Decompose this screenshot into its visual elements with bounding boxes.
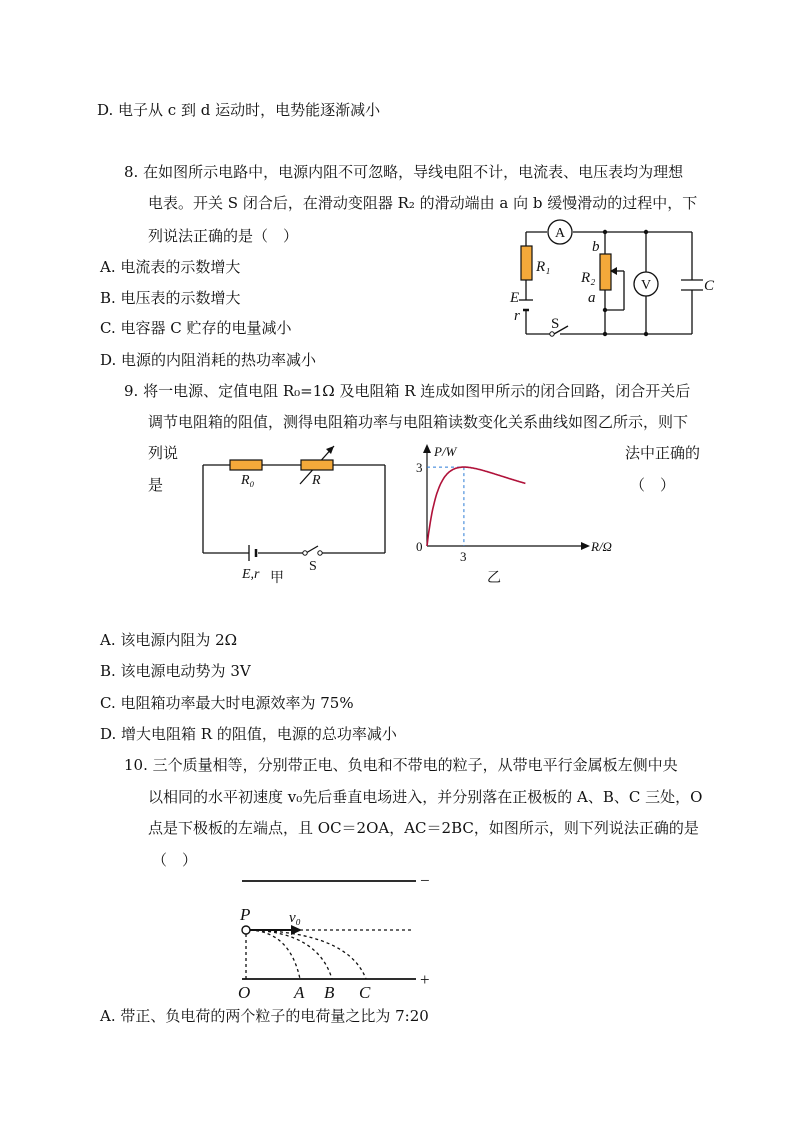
q9-option-c: C. 电阻箱功率最大时电源效率为 75% [100,694,354,712]
r0-label: R₀ [241,473,255,488]
q10-stem-line4: （ ） [152,851,198,869]
r-label: R [312,473,321,488]
s-label: S [309,559,317,574]
a-label: a [588,290,596,306]
q8-option-a: A. 电流表的示数增大 [100,258,241,276]
q8-stem-line3: 列说法正确的是（ ） [148,227,299,245]
q9-option-d: D. 增大电阻箱 R 的阻值，电源的总功率减小 [100,725,397,743]
internal-r-label: r [514,308,520,324]
a-label: A [294,983,305,1002]
voltmeter-label: V [640,278,652,293]
r1-label: R₁ [536,259,551,275]
x-axis-label: R/Ω [591,539,612,554]
r2-label: R₂ [581,270,596,286]
minus-sign: − [420,871,430,890]
q9-stem-line3b: 是 [148,476,164,494]
b-label: b [592,239,600,255]
q8-option-c: C. 电容器 C 贮存的电量减小 [100,319,292,337]
caption-jia: 甲 [270,571,284,586]
origin-label: 0 [416,539,423,554]
v0-label: v₀ [289,910,301,926]
emf-label: E [510,290,520,306]
y-tick-3: 3 [416,460,423,475]
q10-stem-line1: 10. 三个质量相等，分别带正电、负电和不带电的粒子，从带电平行金属板左侧中央 [124,756,678,774]
q8-stem-line1: 8. 在如图所示电路中，电源内阻不可忽略，导线电阻不计，电流表、电压表均为理想 [124,163,684,181]
point-p [242,926,250,934]
trajectory-c [250,930,366,979]
caption-yi: 乙 [487,571,501,586]
velocity-arrow-icon [291,925,302,935]
o-label: O [238,983,251,1002]
q8-stem-line2: 电表。开关 S 闭合后，在滑动变阻器 R₂ 的滑动端由 a 向 b 缓慢滑动的过程中，下 [148,194,698,212]
q9-stem-line2: 调节电阻箱的阻值，测得电阻箱功率与电阻箱读数变化关系曲线如图乙所示，则下 [148,413,689,431]
q10-stem-line3: 点是下极板的左端点，且 OC＝2OA，AC＝2BC，如图所示，则下列说法正确的是 [148,819,699,837]
q9-option-a: A. 该电源内阻为 2Ω [100,631,238,649]
b-label: B [324,983,335,1002]
q7-option-d: D. 电子从 c 到 d 运动时，电势能逐渐减小 [97,101,381,119]
q9-stem-line3d: （ ） [630,476,676,494]
p-label: P [240,905,251,924]
q9-stem-line3a: 列说 [148,444,179,462]
x-tick-3: 3 [460,549,467,564]
ammeter-label: A [554,226,566,241]
q10-stem-line2: 以相同的水平初速度 v₀先后垂直电场进入，并分别落在正极板的 A、B、C 三处，O [148,788,703,806]
q9-option-b: B. 该电源电动势为 3V [100,662,251,680]
c-label: C [359,983,371,1002]
q8-option-d: D. 电源的内阻消耗的热功率减小 [100,351,317,369]
switch-label: S [551,316,560,332]
plus-sign: + [420,970,430,989]
q8-option-b: B. 电压表的示数增大 [100,289,241,307]
q9-stem-line3c: 法中正确的 [625,444,701,462]
q9-stem-line1: 9. 将一电源、定值电阻 R₀=1Ω 及电阻箱 R 连成如图甲所示的闭合回路，闭合开关后 [124,382,691,400]
er-label: E,r [242,567,260,582]
capacitor-label: C [704,278,715,294]
q10-option-a: A. 带正、负电荷的两个粒子的电荷量之比为 7:20 [100,1007,429,1025]
y-axis-label: P/W [434,444,457,459]
